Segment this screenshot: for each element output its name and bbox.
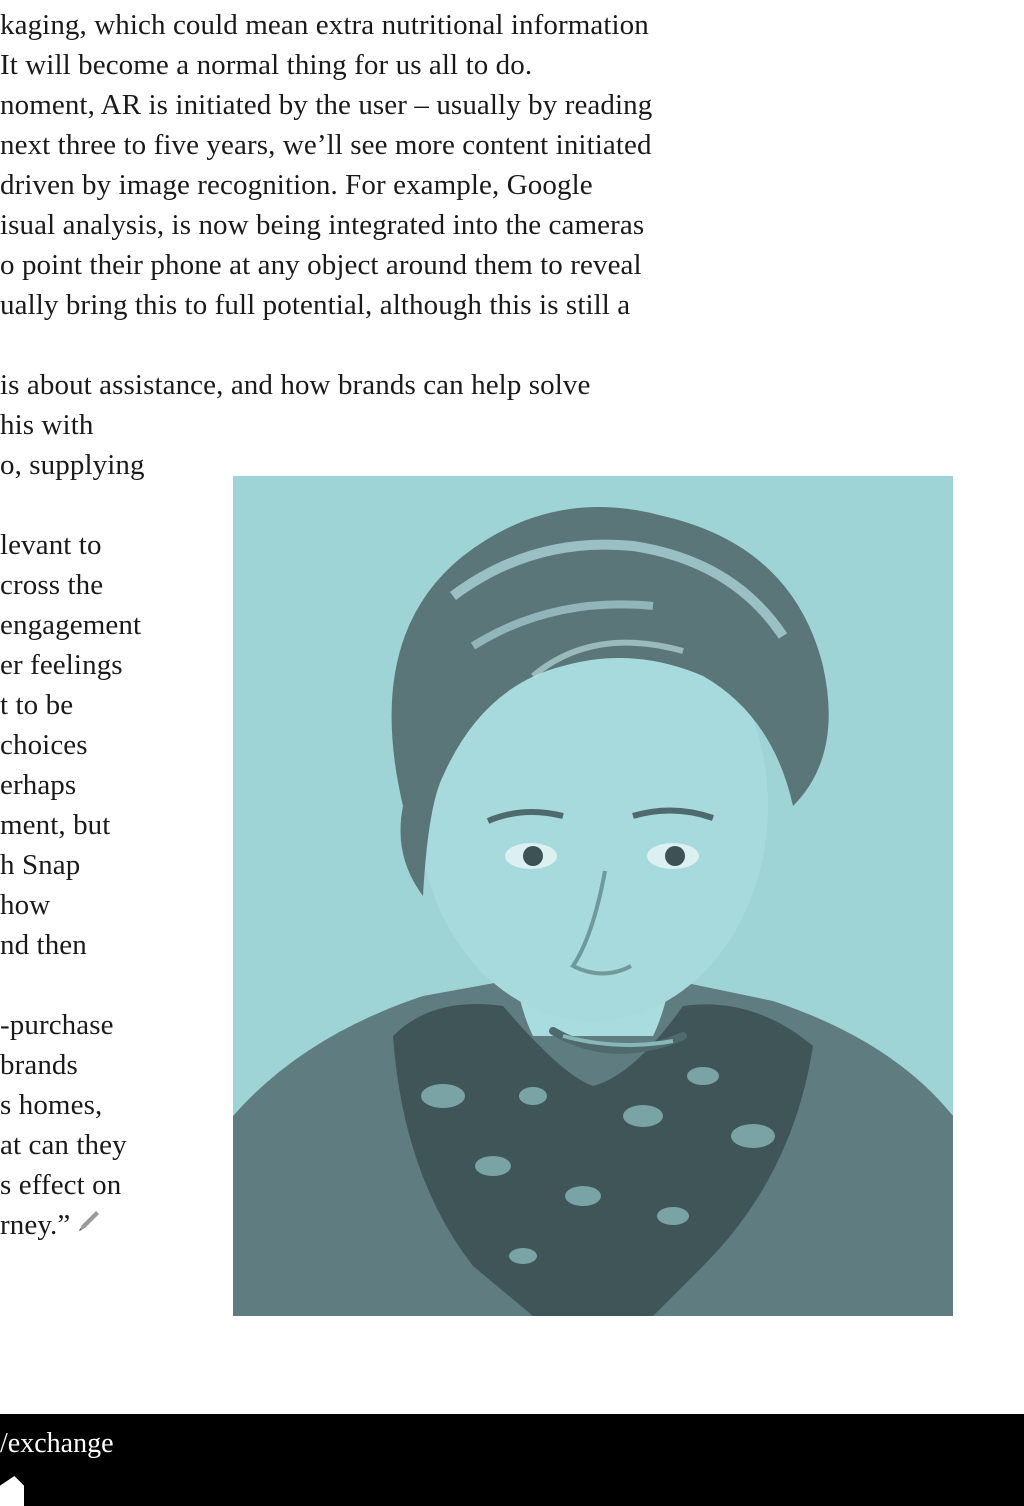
- footer-bar: [0, 1414, 1024, 1506]
- portrait-illustration: [233, 476, 953, 1316]
- column-line: ment, but: [0, 809, 111, 841]
- column-line: s effect on: [0, 1169, 122, 1201]
- body-line: driven by image recognition. For example, Google: [0, 169, 593, 201]
- pencil-icon: [76, 1205, 102, 1245]
- body-line: It will become a normal thing for us all to do.: [0, 49, 533, 81]
- column-line: at can they: [0, 1129, 127, 1161]
- footer-section-label: /exchange: [0, 1428, 114, 1459]
- body-line: isual analysis, is now being integrated into the cameras: [0, 209, 645, 241]
- column-line: o, supplying: [0, 449, 145, 481]
- body-line: is about assistance, and how brands can help solve: [0, 369, 591, 401]
- column-line: cross the: [0, 569, 104, 601]
- column-line: erhaps: [0, 769, 77, 801]
- column-line: brands: [0, 1049, 78, 1081]
- body-line: kaging, which could mean extra nutritional information: [0, 9, 649, 41]
- column-line: levant to: [0, 529, 102, 561]
- column-line-last: [0, 1205, 102, 1245]
- column-line: h Snap: [0, 849, 81, 881]
- body-line: ually bring this to full potential, although this is still a: [0, 289, 631, 321]
- page-tab-icon: [0, 1476, 24, 1506]
- column-line: s homes,: [0, 1089, 103, 1121]
- body-line: next three to five years, we’ll see more content initiated: [0, 129, 652, 161]
- portrait-photo: [233, 476, 953, 1316]
- column-line: t to be: [0, 689, 74, 721]
- column-line: -purchase: [0, 1009, 114, 1041]
- column-line: how: [0, 889, 51, 921]
- column-line: nd then: [0, 929, 87, 961]
- column-line: engagement: [0, 609, 142, 641]
- body-line: noment, AR is initiated by the user – usually by reading: [0, 89, 653, 121]
- column-line: his with: [0, 409, 94, 441]
- column-line-text: rney.”: [0, 1209, 71, 1241]
- column-line: er feelings: [0, 649, 123, 681]
- column-line: choices: [0, 729, 88, 761]
- body-line: o point their phone at any object around them to reveal: [0, 249, 642, 281]
